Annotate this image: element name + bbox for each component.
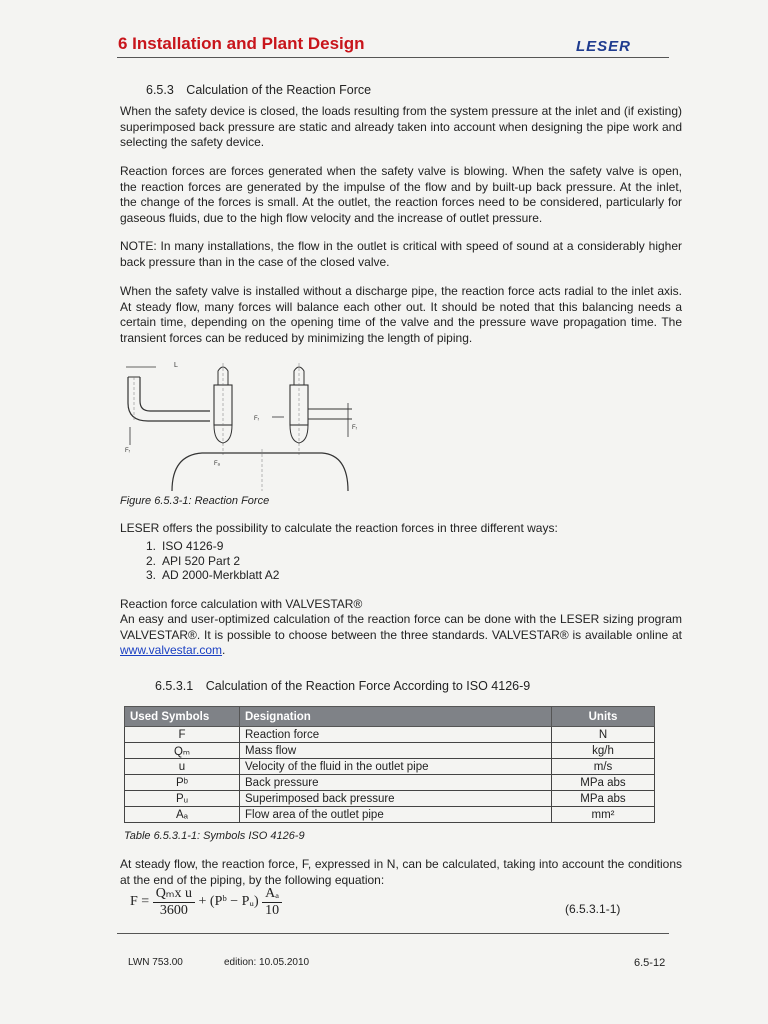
methods-list — [146, 539, 279, 583]
leser-logo: LESER — [576, 38, 632, 55]
reaction-force-equation — [130, 885, 282, 919]
header-divider — [117, 57, 669, 58]
table-row: Pᵤ Superimposed back pressure MPa abs — [125, 791, 655, 807]
valvestar-paragraph: An easy and user-optimized calculation of the reaction force can be done with the LESER sizing program VALVESTAR®. It is possible to choose between the three standards. VALVESTAR® is available online at www.valvestar.com. — [120, 612, 682, 657]
list-item: 2. API 520 Part 2 — [146, 553, 241, 568]
symbols-table — [124, 706, 655, 823]
subsection-title: 6.5.3.1 Calculation of the Reaction Force According to ISO 4126-9 — [155, 679, 531, 693]
methods-intro: LESER offers the possibility to calculate the reaction forces in three different ways: — [120, 521, 558, 535]
paragraph-note: NOTE: In many installations, the flow in the outlet is critical with speed of sound at a considerably higher back pressure than in the case of the closed valve. — [120, 239, 682, 269]
footer-divider — [117, 933, 669, 934]
list-item: 1. ISO 4126-9 — [146, 539, 224, 553]
equation-number: (6.5.3.1-1) — [565, 902, 621, 916]
col-units: Units — [552, 707, 655, 727]
footer-edition: edition: 10.05.2010 — [224, 957, 310, 968]
label-fa: Fₐ — [214, 461, 220, 467]
reaction-force-figure — [122, 357, 372, 492]
list-item: 3. AD 2000-Merkblatt A2 — [146, 568, 280, 582]
pressure-vessel — [172, 453, 348, 491]
equation-lhs: F = — [130, 894, 150, 910]
paragraph-reaction-forces: Reaction forces are forces generated when the safety valve is blowing. When the safety valve is open, the reaction forces are generated by the impulse of the flow and by built-up back pressure. At the inlet, the change of the forces is small. At the outlet, the reaction forces need to be considered, particularly for gaseous fluids, due to the high flow velocity and the increase of outlet pressure. — [120, 164, 682, 225]
table-caption: Table 6.5.3.1-1: Symbols ISO 4126-9 — [124, 830, 305, 842]
fraction-mass-flow: $\frac{\text{Qₘx u}}{3600}$ — [153, 885, 195, 919]
footer-page-number: 6.5-12 — [634, 957, 666, 969]
table-row: u Velocity of the fluid in the outlet pipe m/s — [125, 759, 655, 775]
section-title: 6.5.3 Calculation of the Reaction Force — [146, 83, 372, 97]
label-fr-left: Fᵣ — [125, 448, 131, 454]
discharge-pipe-inner — [140, 377, 210, 411]
chapter-title: 6 Installation and Plant Design — [118, 34, 365, 53]
table-row: Qₘ Mass flow kg/h — [125, 743, 655, 759]
col-used-symbols: Used Symbols — [125, 707, 240, 727]
table-row: Aₐ Flow area of the outlet pipe mm² — [125, 807, 655, 823]
equation-intro: At steady flow, the reaction force, F, expressed in N, can be calculated, taking into account the conditions at the end of the piping, by the following equation: — [120, 857, 682, 887]
footer-doc-number: LWN 753.00 — [128, 957, 183, 968]
equation-pressure-term: + (Pᵇ − Pᵤ) — [198, 894, 259, 910]
label-fr-right: Fᵣ — [254, 416, 260, 422]
paragraph-discharge-pipe: When the safety valve is installed without a discharge pipe, the reaction force acts radial to the inlet axis. At steady flow, many forces will balance each other out. It should be noted that this balancing needs a certain time, depending on the opening time of the valve and the pressure wave propagation time. The transient forces can be reduced by minimizing the length of piping. — [120, 284, 682, 345]
valvestar-link[interactable]: www.valvestar.com — [120, 643, 223, 657]
table-header-row — [125, 707, 655, 727]
table-row: F Reaction force N — [125, 727, 655, 743]
table-row: Pᵇ Back pressure MPa abs — [125, 775, 655, 791]
label-fr: Fᵣ — [352, 425, 358, 431]
fraction-area: $\frac{\text{Aₐ}}{10}$ — [262, 886, 282, 919]
figure-caption: Figure 6.5.3-1: Reaction Force — [120, 495, 270, 507]
paragraph-closed-valve: When the safety device is closed, the loads resulting from the system pressure at the inlet and (if existing) superimposed back pressure are static and already taken into account when designing the pipe work and selecting the safety device. — [120, 104, 682, 149]
label-l: L — [174, 362, 178, 369]
valvestar-heading: Reaction force calculation with VALVESTAR® — [120, 597, 363, 611]
col-designation: Designation — [240, 707, 552, 727]
